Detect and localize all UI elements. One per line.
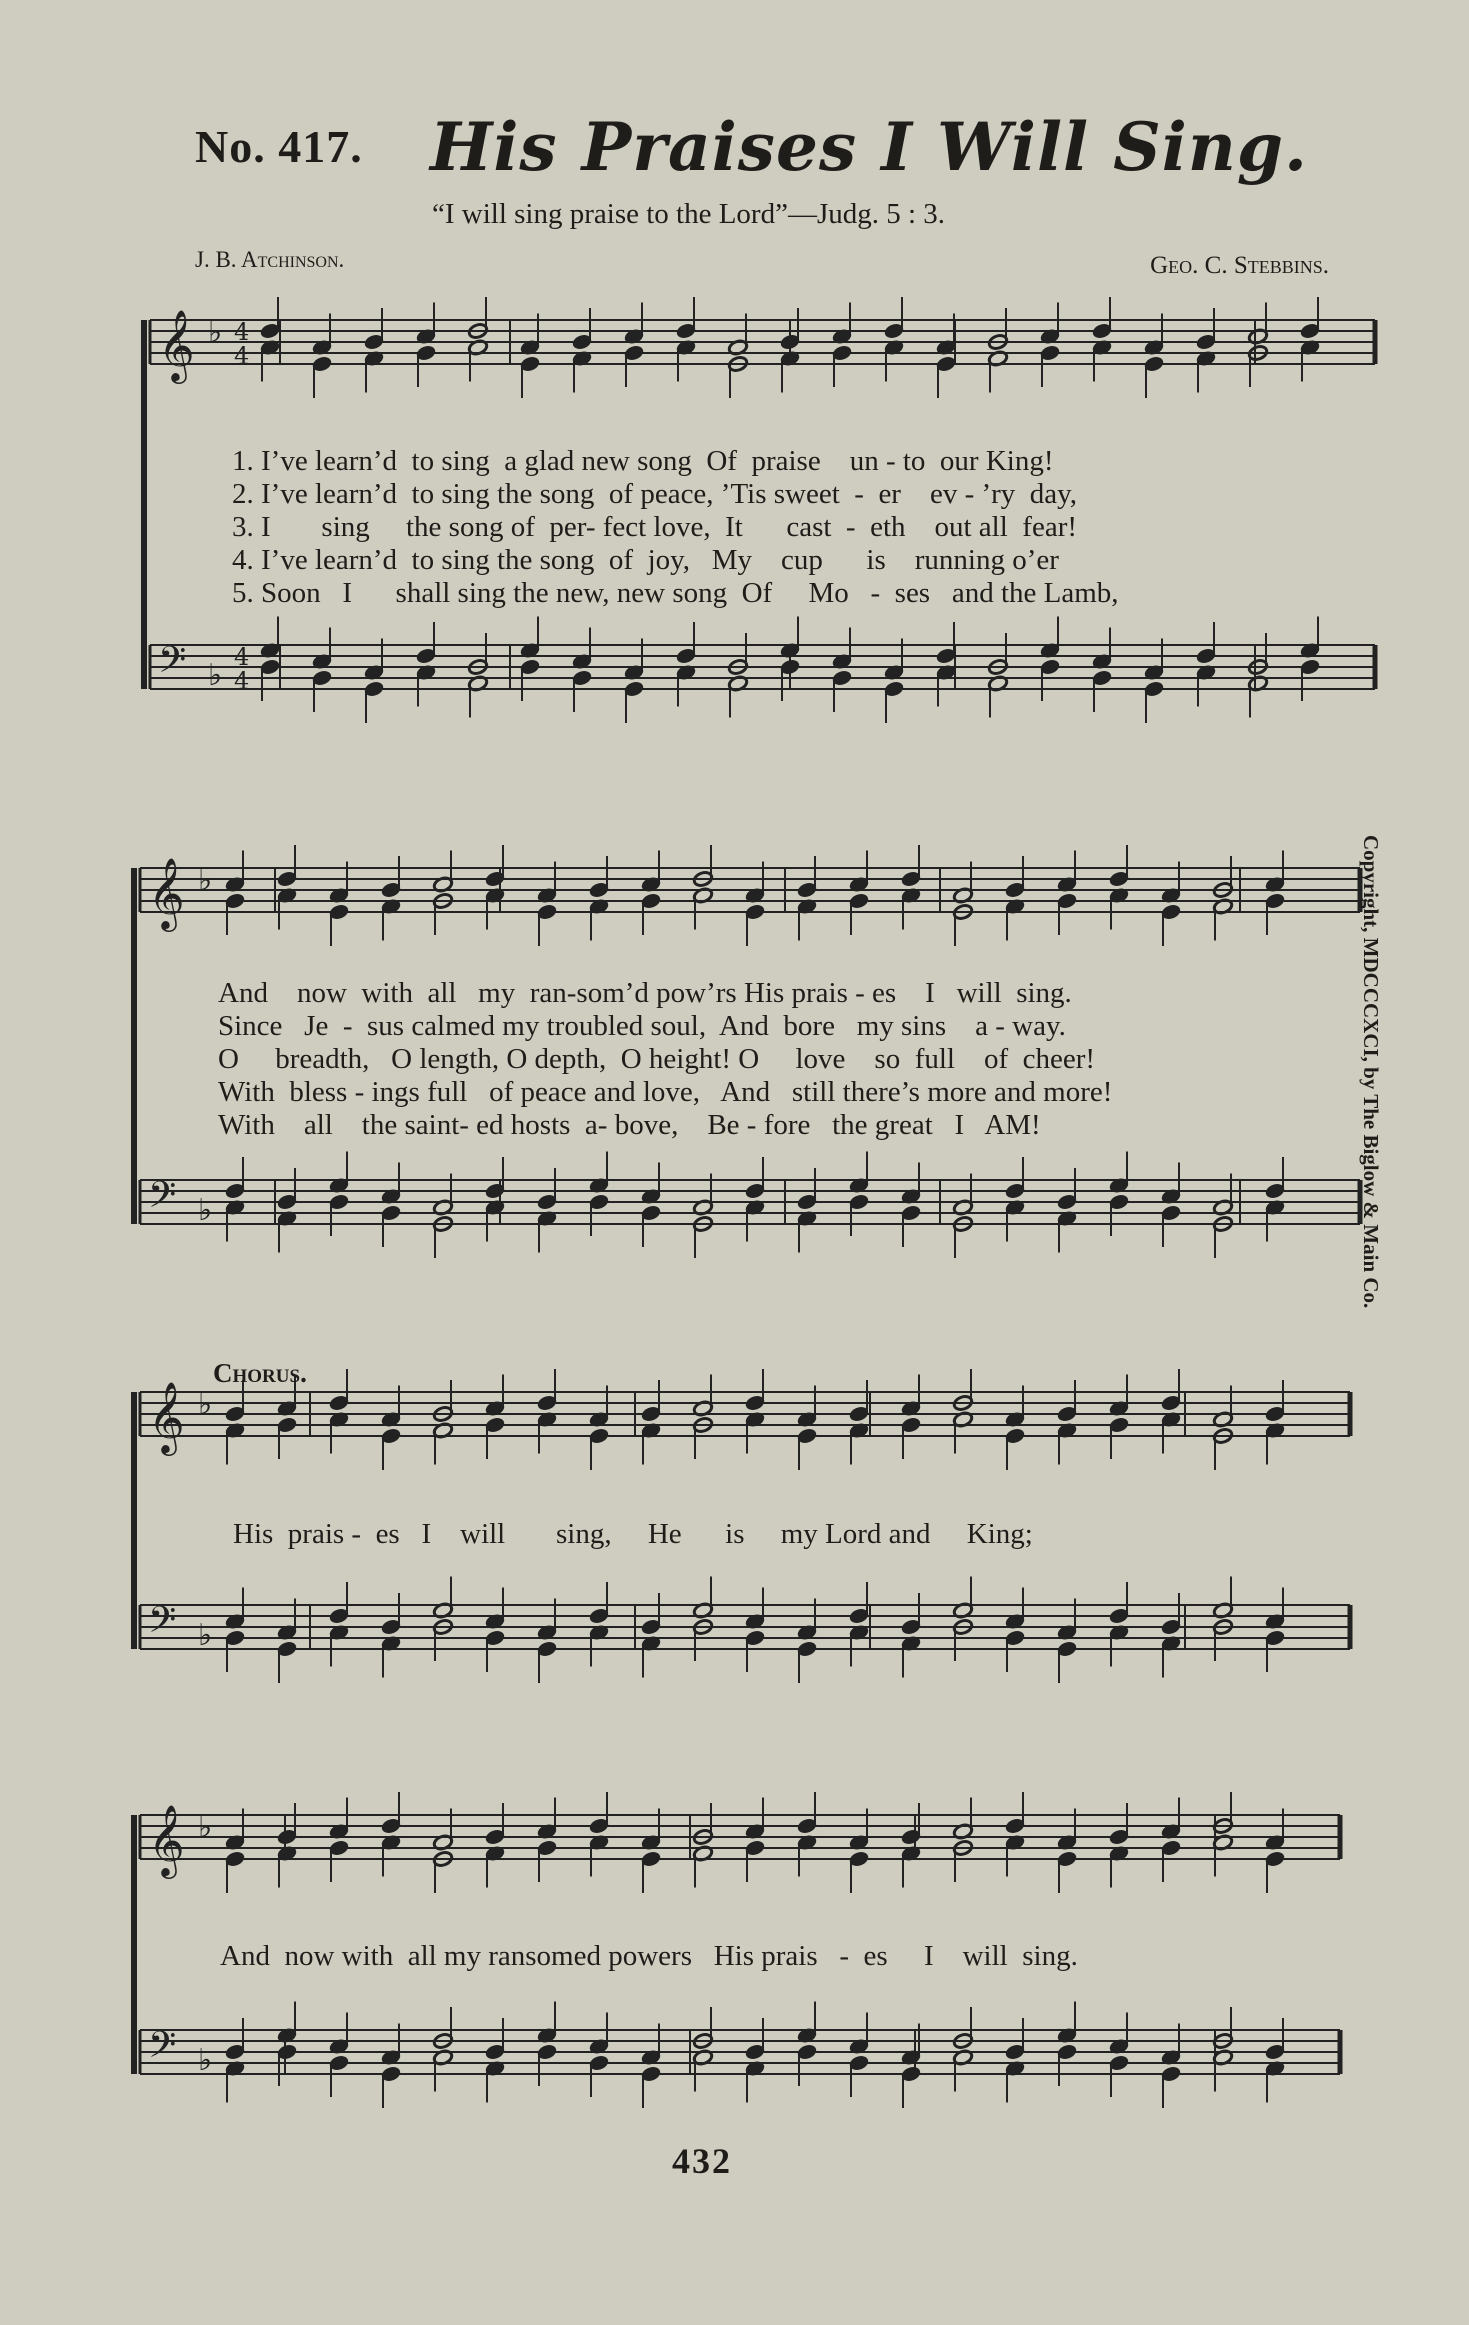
composer-credit: Geo. C. Stebbins. [1150, 252, 1329, 279]
hymn-title: His Praises I Will Sing. [430, 108, 1308, 186]
flat-key-signature: ♭ [198, 1193, 213, 1228]
flat-key-signature: ♭ [208, 315, 223, 350]
treble-clef: 𝄞 [158, 308, 195, 381]
verse-line: O breadth, O length, O depth, O height! O love so full of cheer! [218, 1043, 1096, 1075]
bass-clef: 𝄢 [148, 1174, 177, 1225]
verse-line: With all the saint- ed hosts a- bove, Be - fore the great I AM! [218, 1109, 1041, 1141]
flat-key-signature: ♭ [208, 658, 223, 693]
lyricist-credit: J. B. Atchinson. [195, 247, 345, 272]
bass-clef: 𝄢 [148, 2024, 177, 2075]
flat-key-signature: ♭ [198, 1810, 213, 1845]
flat-key-signature: ♭ [198, 2043, 213, 2078]
verse-line: With bless - ings full of peace and love, And still there’s more and more! [218, 1076, 1113, 1108]
verse-line: 5. Soon I shall sing the new, new song Of Mo - ses and the Lamb, [232, 577, 1119, 609]
treble-clef: 𝄞 [148, 1803, 185, 1876]
verse-line: Since Je - sus calmed my troubled soul, And bore my sins a - way. [218, 1010, 1066, 1042]
copyright-notice: Copyright, MDCCCXCI, by The Biglow & Main Co. [1359, 835, 1383, 1309]
chorus-lyrics-line-2: And now with all my ransomed powers His prais - es I will sing. [220, 1940, 1078, 1972]
treble-clef: 𝄞 [148, 856, 185, 929]
time-signature-top: 4 [234, 643, 250, 671]
verse-line: 1. I’ve learn’d to sing a glad new song Of praise un - to our King! [232, 445, 1054, 477]
treble-clef: 𝄞 [148, 1380, 185, 1453]
bass-clef: 𝄢 [148, 1599, 177, 1650]
hymn-number: No. 417. [195, 121, 363, 172]
time-signature-bottom: 4 [234, 342, 250, 370]
verse-line: 2. I’ve learn’d to sing the song of peace, ’Tis sweet - er ev - ’ry day, [232, 478, 1078, 510]
verse-line: 4. I’ve learn’d to sing the song of joy, My cup is running o’er [232, 544, 1059, 576]
verse-line: And now with all my ran-som’d pow’rs His prais - es I will sing. [218, 977, 1072, 1009]
flat-key-signature: ♭ [198, 1618, 213, 1653]
verse-line: 3. I sing the song of per- fect love, It cast - eth out all fear! [232, 511, 1078, 543]
time-signature-top: 4 [234, 318, 250, 346]
chorus-lyrics-line-1: His prais - es I will sing, He is my Lord and King; [233, 1518, 1033, 1550]
time-signature-bottom: 4 [234, 667, 250, 695]
flat-key-signature: ♭ [198, 1387, 213, 1422]
chorus-label: Chorus. [213, 1358, 307, 1388]
bass-clef: 𝄢 [158, 639, 187, 690]
page-number: 432 [672, 2141, 732, 2181]
scripture-reference: “I will sing praise to the Lord”—Judg. 5 : 3. [432, 198, 946, 230]
flat-key-signature: ♭ [198, 863, 213, 898]
